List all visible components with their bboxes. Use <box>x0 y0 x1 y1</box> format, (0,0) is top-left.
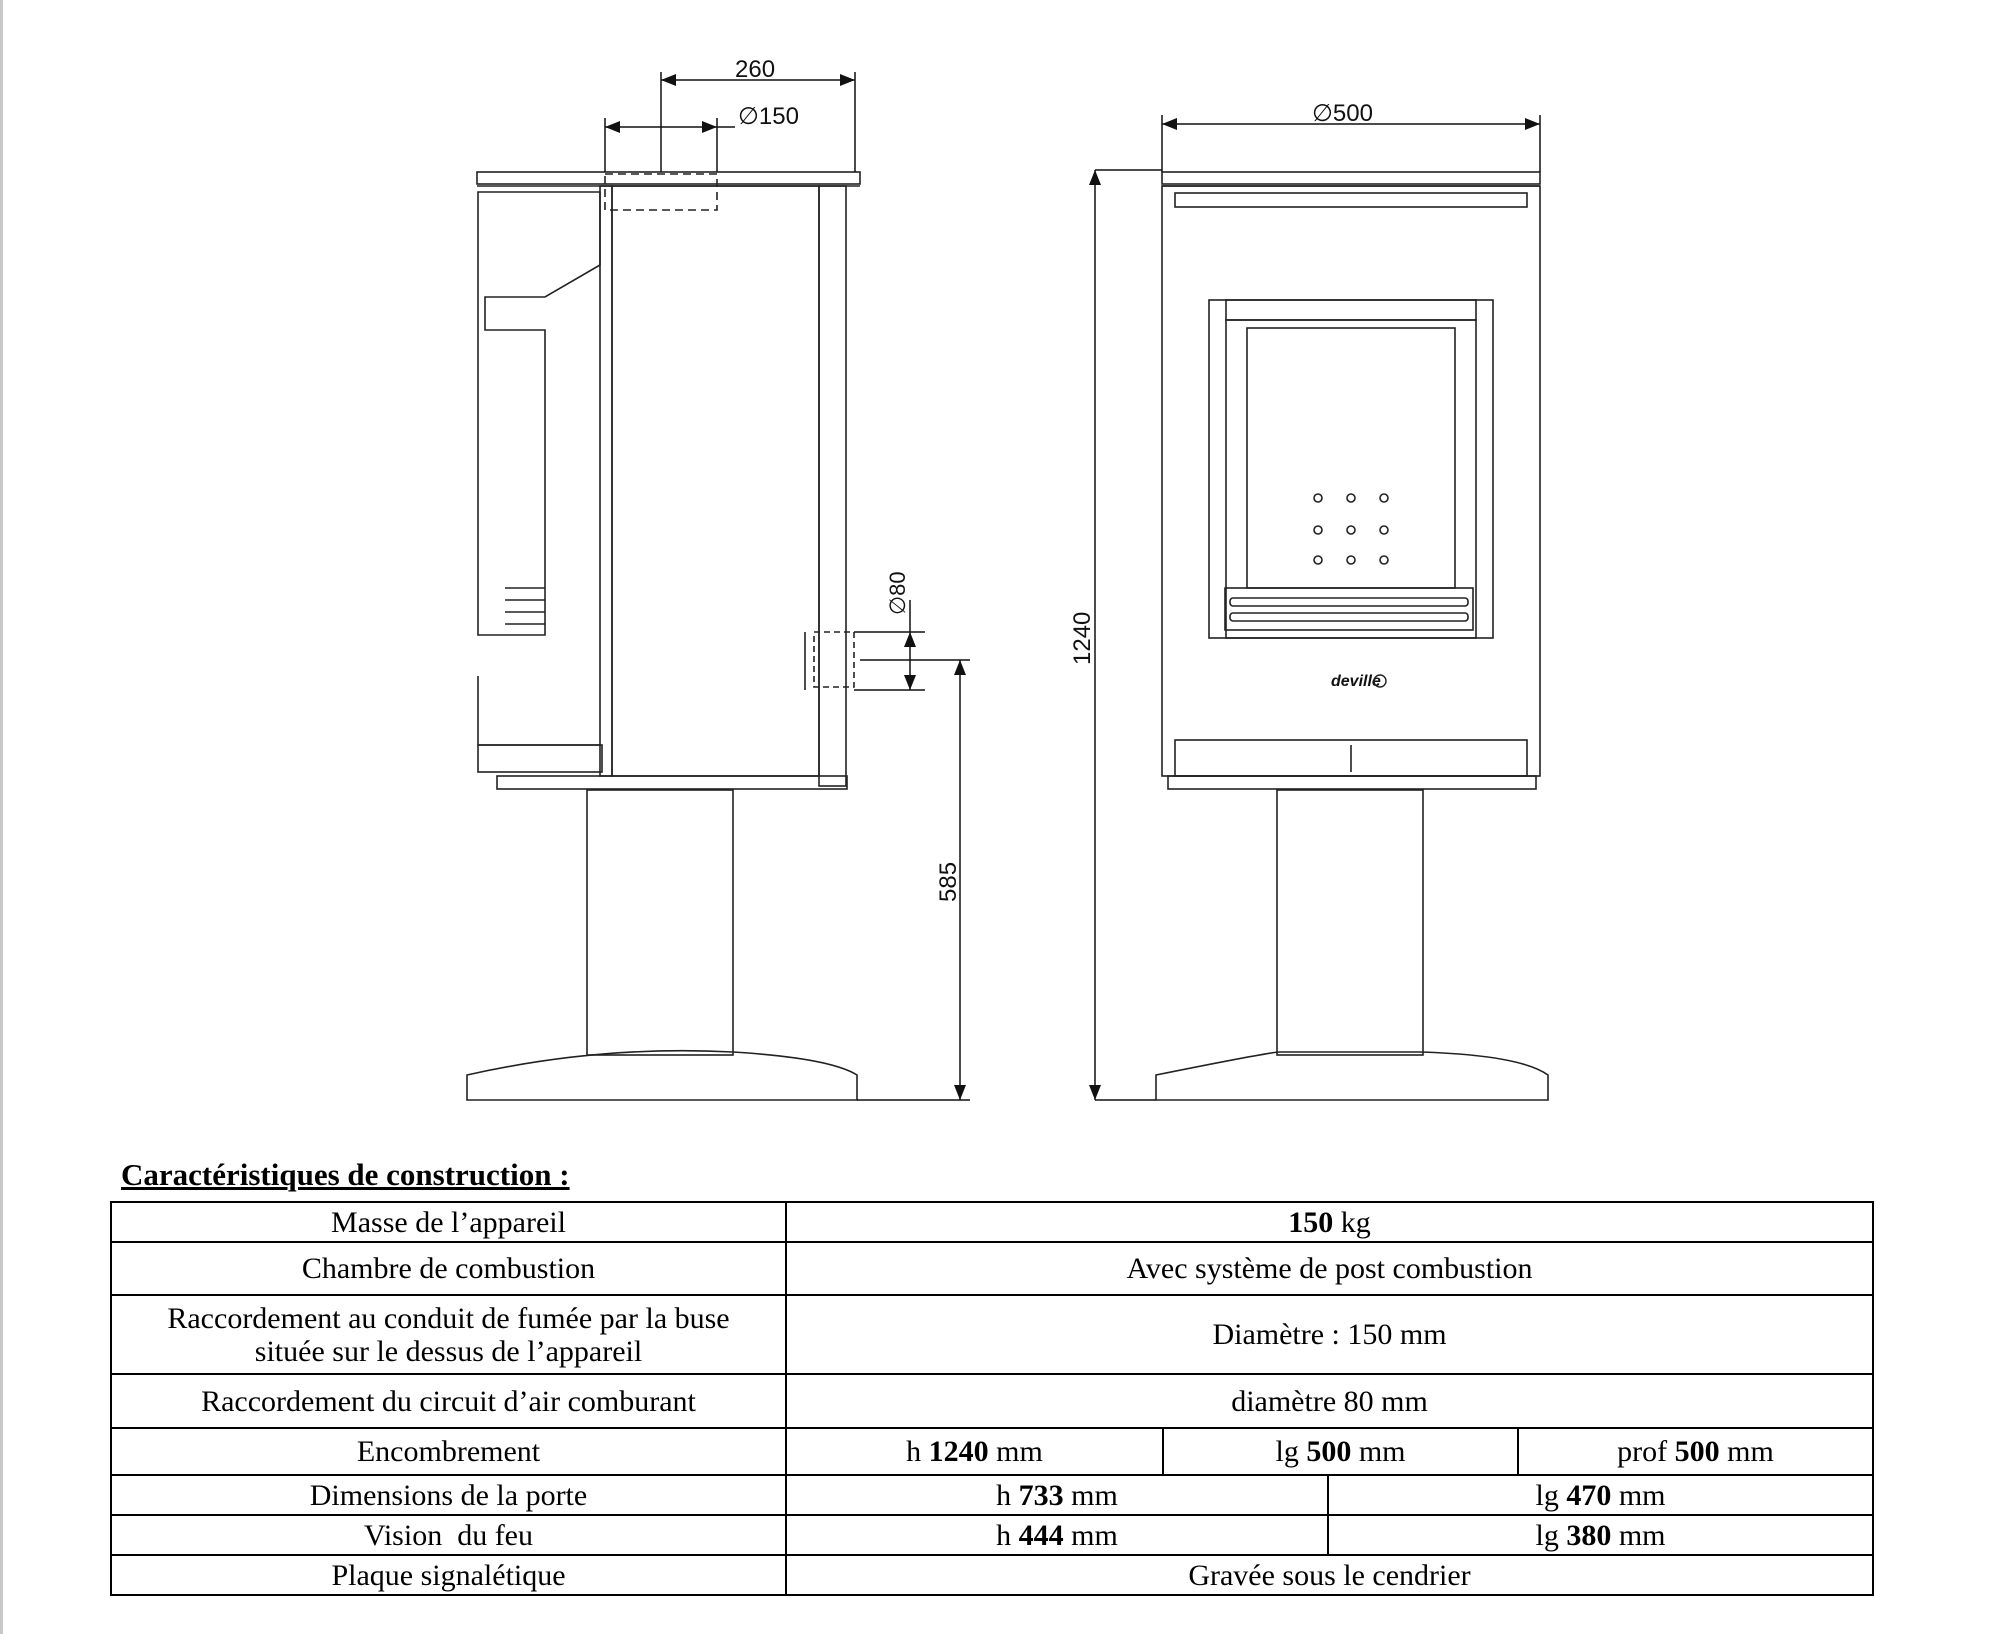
front-foot <box>1156 1052 1548 1100</box>
side-back-panel <box>819 186 846 786</box>
side-base-plate <box>497 776 847 789</box>
front-air-holes <box>1314 494 1388 564</box>
spec-value-height: h 444 mm <box>786 1515 1328 1555</box>
spec-value: diamètre 80 mm <box>786 1374 1873 1428</box>
front-fire-window <box>1247 328 1455 588</box>
side-foot <box>467 1051 857 1100</box>
front-grate <box>1225 588 1473 630</box>
specs-table <box>110 1201 1874 1596</box>
table-row <box>111 1374 1873 1428</box>
side-top-plate <box>477 172 860 184</box>
side-air-inlet <box>814 632 854 687</box>
spec-value-width: lg 380 mm <box>1328 1515 1873 1555</box>
dim-150-label: ∅150 <box>738 103 799 130</box>
dim-260-label: 260 <box>735 56 776 83</box>
spec-value: Diamètre : 150 mm <box>786 1295 1873 1374</box>
dim-80-label: ∅80 <box>885 571 910 615</box>
front-top-plate <box>1162 172 1540 184</box>
spec-value: Avec système de post combustion <box>786 1242 1873 1295</box>
table-row <box>111 1515 1873 1555</box>
side-main-body <box>612 186 819 776</box>
spec-value-depth: prof 500 mm <box>1518 1428 1873 1475</box>
dim-500-label: ∅500 <box>1312 100 1373 127</box>
spec-value-width: lg 470 mm <box>1328 1475 1873 1515</box>
spec-label: Vision du feu <box>111 1515 786 1555</box>
side-view <box>467 172 860 1100</box>
front-pedestal-column <box>1277 790 1423 1055</box>
table-row <box>111 1555 1873 1595</box>
spec-value-width: lg 500 mm <box>1163 1428 1518 1475</box>
specs-heading: Caractéristiques de construction : <box>121 1157 570 1192</box>
spec-label: Raccordement au conduit de fumée par la buse située sur le dessus de l’appareil <box>111 1295 786 1374</box>
side-door-edge <box>600 186 612 776</box>
dim-585-label: 585 <box>935 861 962 902</box>
spec-label: Chambre de combustion <box>111 1242 786 1295</box>
spec-value: 150 kg <box>786 1202 1873 1242</box>
dim-1240-label: 1240 <box>1069 611 1096 665</box>
table-row <box>111 1242 1873 1295</box>
table-row <box>111 1202 1873 1242</box>
table-row <box>111 1475 1873 1515</box>
spec-value-height: h 733 mm <box>786 1475 1328 1515</box>
spec-label: Plaque signalétique <box>111 1555 786 1595</box>
side-ash-drawer <box>478 745 602 772</box>
table-row <box>111 1295 1873 1374</box>
spec-value-height: h 1240 mm <box>786 1428 1163 1475</box>
front-view <box>1156 172 1548 1100</box>
spec-label: Masse de l’appareil <box>111 1202 786 1242</box>
spec-value: Gravée sous le cendrier <box>786 1555 1873 1595</box>
table-row <box>111 1428 1873 1475</box>
spec-label: Dimensions de la porte <box>111 1475 786 1515</box>
side-rear-body <box>478 192 600 635</box>
side-flue-pipe <box>605 174 717 210</box>
spec-label: Raccordement du circuit d’air comburant <box>111 1374 786 1428</box>
brand-logo: deville <box>1331 673 1381 690</box>
side-pedestal-column <box>587 790 733 1055</box>
spec-label: Encombrement <box>111 1428 786 1475</box>
